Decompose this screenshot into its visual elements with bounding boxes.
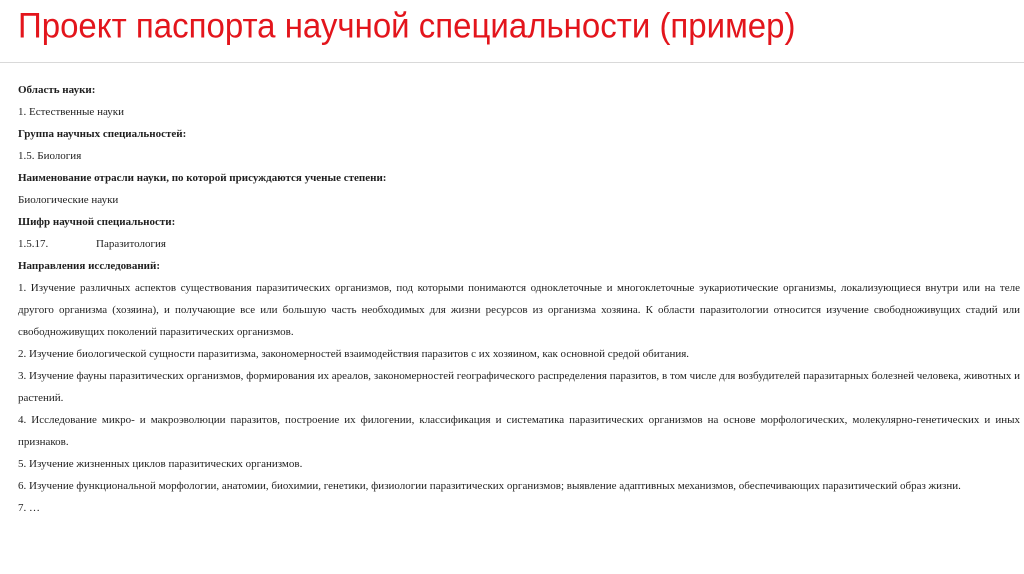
specialty-code-number: 1.5.17. <box>18 238 49 250</box>
specialty-group-label: Группа научных специальностей: <box>18 128 187 140</box>
specialty-code-row <box>18 233 1020 255</box>
science-branch-value: Биологические науки <box>18 194 119 206</box>
field-of-science-label: Область науки: <box>18 84 96 96</box>
field-of-science-value: 1. Естественные науки <box>18 106 125 118</box>
research-direction-item: 3. Изучение фауны паразитических организмов, формирования их ареалов, закономерностей географического распределения паразитов, в том числе для возбудителей паразитарных болезней человека, животных и растений. <box>18 370 1020 404</box>
research-direction-item: 6. Изучение функциональной морфологии, анатомии, биохимии, генетики, физиологии паразитических организмов; выявление адаптивных механизмов, обеспечивающих паразитический образ жизни. <box>18 480 961 492</box>
research-direction-item: 2. Изучение биологической сущности паразитизма, закономерностей взаимодействия паразитов с их хозяином, как основной средой обитания. <box>18 348 690 360</box>
specialty-group-value: 1.5. Биология <box>18 150 82 162</box>
specialty-code-name: Паразитология <box>96 238 166 250</box>
title-divider <box>0 62 1024 63</box>
passport-content <box>18 79 1020 519</box>
science-branch-label: Наименование отрасли науки, по которой присуждаются ученые степени: <box>18 172 387 184</box>
research-direction-item: 4. Исследование микро- и макроэволюции паразитов, построение их филогении, классификация и систематика паразитических организмов на основе морфологических, молекулярно-генетических и иных признаков. <box>18 414 1020 448</box>
specialty-code-label: Шифр научной специальности: <box>18 216 176 228</box>
research-direction-item: 7. … <box>18 502 40 514</box>
research-direction-item: 1. Изучение различных аспектов существования паразитических организмов, под которыми понимаются одноклеточные и многоклеточные эукариотические организмы, локализующиеся внутри или на теле другого организма (хозяина), и получающие все или большую часть необходимых для жизни ресурсов из организма хозяина. К области паразитологии относится изучение свободноживущих стадий или свободноживущих поколений паразитических организмов. <box>18 282 1020 338</box>
research-direction-item: 5. Изучение жизненных циклов паразитических организмов. <box>18 458 303 470</box>
slide-title: Проект паспорта научной специальности (пример) <box>18 5 796 46</box>
research-directions-label: Направления исследований: <box>18 260 161 272</box>
